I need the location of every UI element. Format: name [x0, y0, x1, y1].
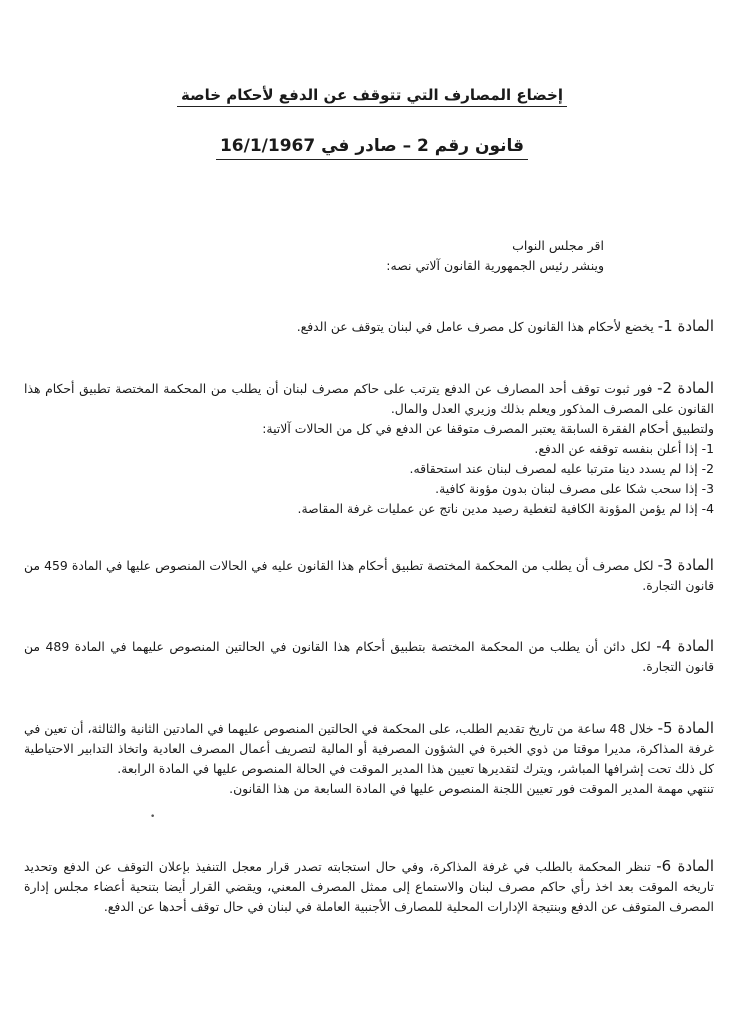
article-2 [24, 378, 714, 519]
intro-block [84, 236, 604, 276]
article-text: خلال 48 ساعة من تاريخ تقديم الطلب، على المحكمة في الحالتين المنصوص عليهما في المادتين الثانية والثالثة، أن تعين في غرفة المذاكرة، مديرا موقتا من ذوي الخبرة في الشؤون المصرفية أو المالية لتصريف أعمال المصرف العادية واتخاذ التدابير الاحتياطية كل ذلك تحت إشرافها المباشر، ويترك لتقديرها تعيين هذا المدير الموقت في الحالة المنصوص عليها في المادة الرابعة. [24, 721, 714, 776]
list-item: 3- إذا سحب شكا على مصرف لبنان بدون مؤونة كافية. [435, 481, 714, 496]
article-label: المادة 1- [657, 317, 714, 335]
article-6 [24, 856, 714, 917]
list-item: 2- إذا لم يسدد دينا مترتبا عليه لمصرف لبنان عند استحقاقه. [409, 461, 714, 476]
list-item: 4- إذا لم يؤمن المؤونة الكافية لتغطية رصيد مدين ناتج عن عمليات غرفة المقاصة. [297, 501, 714, 516]
article-text: فور ثبوت توقف أحد المصارف عن الدفع يترتب على حاكم مصرف لبنان أن يطلب من المحكمة المختصة تطبيق أحكام هذا القانون على المصرف المذكور ويعلم بذلك وزيري العدل والمال. [24, 381, 714, 416]
article-5 [24, 718, 714, 799]
article-4 [24, 636, 714, 677]
scan-speck: • [150, 812, 156, 822]
article-1 [24, 316, 714, 337]
article-label: المادة 5- [657, 719, 714, 737]
article-text: تنظر المحكمة بالطلب في غرفة المذاكرة، وفي حال استجابته تصدر قرار معجل التنفيذ بإعلان التوقف عن الدفع وتحديد تاريخه الموقت بعد اخذ رأي حاكم مصرف لبنان والاستماع إلى ممثل المصرف المعني، ويقضي القرار أيضا بتنحية أعضاء مجلس إدارة المصرف المتوقف عن الدفع وبنتيجة الإدارات المحلية للمصارف الأجنبية العاملة في لبنان في حال توقف أحدها عن الدفع. [24, 859, 714, 914]
conditions-list [24, 439, 714, 519]
intro-line: وينشر رئيس الجمهورية القانون آلاتي نصه: [386, 258, 604, 273]
article-label: المادة 6- [656, 857, 714, 875]
document-title: إخضاع المصارف التي تتوقف عن الدفع لأحكام خاصة [0, 86, 744, 104]
article-label: المادة 3- [657, 556, 714, 574]
document-subtitle: قانون رقم 2 – صادر في 16/1/1967 [0, 136, 744, 156]
article-text: لكل دائن أن يطلب من المحكمة المختصة بتطبيق أحكام هذا القانون في الحالتين المنصوص عليهما في المادة 489 من قانون التجارة. [24, 639, 714, 674]
article-text: يخضع لأحكام هذا القانون كل مصرف عامل في لبنان يتوقف عن الدفع. [296, 319, 654, 334]
article-text: لكل مصرف أن يطلب من المحكمة المختصة تطبيق أحكام هذا القانون عليه في الحالات المنصوص عليها في المادة 459 من قانون التجارة. [24, 558, 714, 593]
intro-line: اقر مجلس النواب [512, 238, 604, 253]
article-text: ولتطبيق أحكام الفقرة السابقة يعتبر المصرف متوقفا عن الدفع في كل من الحالات آلاتية: [262, 421, 714, 436]
article-text: تنتهي مهمة المدير الموقت فور تعيين اللجنة المنصوص عليها في المادة السابعة من هذا القانون. [229, 781, 714, 796]
list-item: 1- إذا أعلن بنفسه توقفه عن الدفع. [534, 441, 714, 456]
article-3 [24, 555, 714, 596]
article-label: المادة 4- [656, 637, 714, 655]
article-label: المادة 2- [657, 379, 714, 397]
